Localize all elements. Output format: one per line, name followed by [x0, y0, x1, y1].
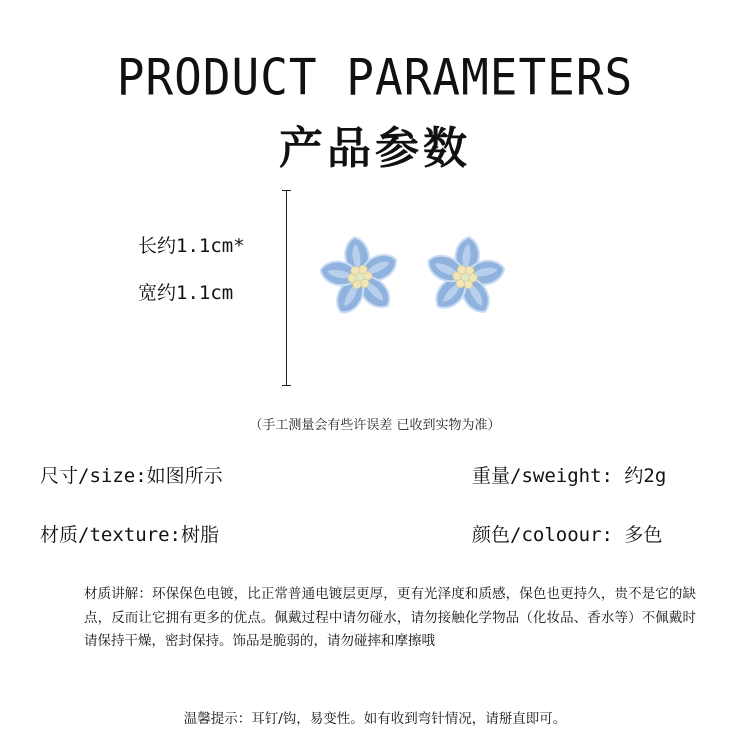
measurement-bracket [286, 190, 287, 386]
measurement-cap-top [282, 190, 291, 191]
width-label: 宽约1.1cm [138, 282, 234, 304]
stamen [458, 266, 466, 274]
warm-tip: 温馨提示：耳钉/钩，易变性。如有收到弯针情况，请掰直即可。 [183, 711, 567, 727]
stamen [351, 267, 359, 275]
spec-material: 材质/texture:树脂 [40, 524, 219, 546]
title-chinese: 产品参数 [279, 123, 471, 174]
spec-weight: 重量/sweight: 约2g [472, 465, 667, 487]
stamen [359, 265, 367, 273]
stamen [361, 279, 369, 287]
spec-size: 尺寸/size:如图所示 [40, 465, 223, 487]
title-english: PRODUCT PARAMETERS [116, 47, 634, 107]
stamen [466, 266, 474, 274]
material-description: 材质讲解：环保保色电镀，比正常普通电镀层更厚，更有光泽度和质感，保色也更持久，贵不是它的缺点，反而让它拥有更多的优点。佩戴过程中请勿碰水，请勿接触化学物品（化妆品、香水等）不佩戴时请保持干燥，密封保持。饰品是脆弱的，请勿碰摔和摩擦哦 [84, 586, 696, 649]
earring-left-image [315, 232, 405, 322]
measurement-cap-bottom [282, 385, 291, 386]
length-label: 长约1.1cm* [138, 235, 245, 257]
spec-colour: 颜色/coloour: 多色 [472, 524, 663, 546]
earring-right-image [420, 232, 510, 322]
stamen [464, 280, 472, 288]
measurement-note: （手工测量会有些许误差 已收到实物为准） [249, 418, 501, 433]
